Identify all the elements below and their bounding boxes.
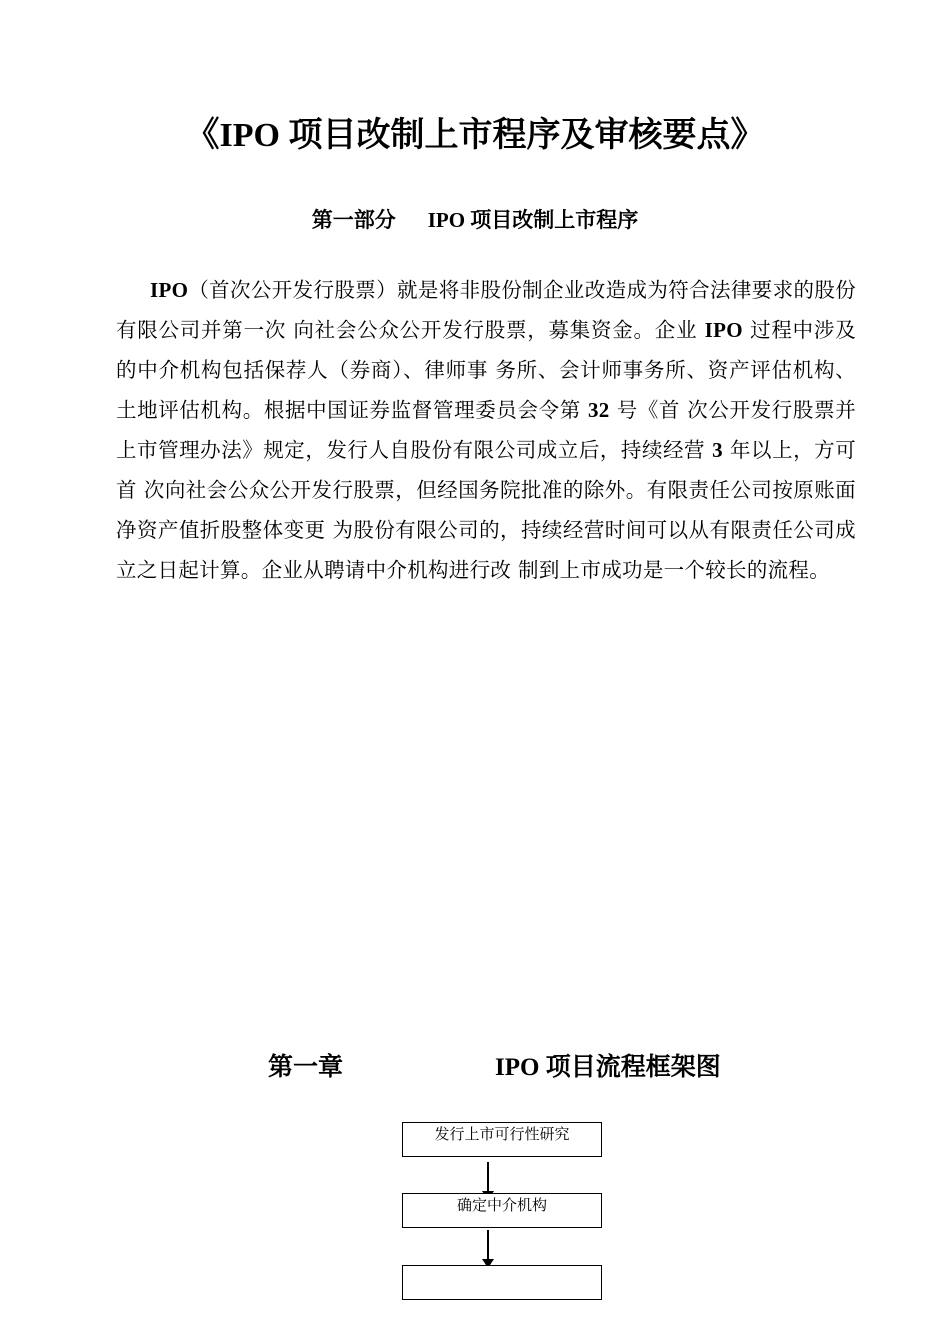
part-number: 第一部分 <box>311 208 396 232</box>
intro-emphasis: 32 <box>588 398 610 422</box>
chapter-heading <box>0 1048 950 1088</box>
intro-paragraph <box>116 270 856 590</box>
intro-text: 年以上，方可首 次向社会公众公开发行股票，但经国务院批准的除外。有限责任公司按原账面净资产值折股整体变更 为股份有限公司的，持续经营时间可以从有限责任公司成立之日起计算。企业从聘请中介机构进行改 制到上市成功是一个较长的流程。 <box>116 438 856 582</box>
intro-text: （首次公开发行股票）就是将非股份制企业改造成为符合法律要求的股份有限公司并第一次 向社会公众公开发行股票，募集资金。企业 <box>116 278 856 342</box>
document-title: 《IPO 项目改制上市程序及审核要点》 <box>185 117 765 154</box>
chapter-title: IPO 项目流程框架图 <box>495 1054 721 1081</box>
intro-text: 过程中涉及的中介机构包括保荐人（券商）、律师事 务所、会计师事务所、资产评估机构、土地评估机构。根据中国证券监督管理委员会令第 <box>116 318 856 422</box>
intro-emphasis: 3 <box>712 438 723 462</box>
flow-step-next <box>402 1265 602 1300</box>
chapter-number: 第一章 <box>268 1054 344 1081</box>
flow-step-feasibility-study: 发行上市可行性研究 <box>402 1122 602 1157</box>
intro-emphasis: IPO <box>150 278 189 302</box>
intro-emphasis: IPO <box>704 318 743 342</box>
intro-text: 号《首 次公开发行股票并上市管理办法》规定，发行人自股份有限公司成立后，持续经营 <box>116 398 856 462</box>
flow-arrow-down <box>482 1230 494 1270</box>
flow-step-intermediaries: 确定中介机构 <box>402 1193 602 1228</box>
part-heading <box>0 204 950 236</box>
part-title: IPO 项目改制上市程序 <box>427 208 639 232</box>
